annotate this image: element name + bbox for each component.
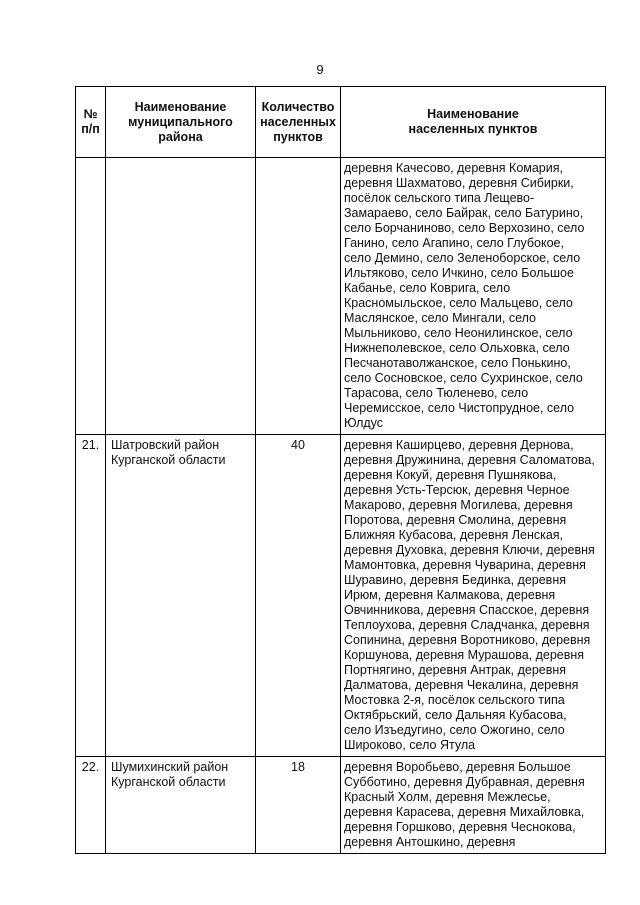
district-name bbox=[106, 435, 256, 757]
settlement-count: 40 bbox=[256, 435, 341, 757]
district-line: Шатровский район bbox=[111, 438, 220, 452]
table-row bbox=[76, 158, 606, 435]
settlement-line: Песчанотаволжанское, село Понькино, bbox=[344, 356, 571, 370]
settlement-line: Мамонтовка, деревня Чуварина, деревня bbox=[344, 558, 586, 572]
header-count-line: населенных bbox=[260, 114, 336, 129]
district-name bbox=[106, 158, 256, 435]
district-name bbox=[106, 757, 256, 854]
settlement-line: Поротова, деревня Смолина, деревня bbox=[344, 513, 567, 527]
settlement-line: Ганино, село Агапино, село Глубокое, bbox=[344, 236, 564, 250]
settlement-line: деревня Дружинина, деревня Саломатова, bbox=[344, 453, 595, 467]
settlement-list bbox=[341, 158, 606, 435]
settlement-line: Ильтяково, село Ичкино, село Большое bbox=[344, 266, 574, 280]
settlement-line: Октябрьский, село Дальняя Кубасова, bbox=[344, 708, 567, 722]
settlement-line: деревня Карасева, деревня Михайловка, bbox=[344, 805, 585, 819]
settlement-line: село Демино, село Зеленоборское, село bbox=[344, 251, 581, 265]
settlement-line: Широково, село Ятула bbox=[344, 738, 476, 752]
header-num-line: № bbox=[83, 107, 98, 121]
settlement-line: деревня Воробьево, деревня Большое bbox=[344, 760, 571, 774]
settlement-line: Мостовка 2-я, посёлок сельского типа bbox=[344, 693, 565, 707]
settlement-line: деревня Кокуй, деревня Пушнякова, bbox=[344, 468, 557, 482]
header-count bbox=[256, 87, 341, 158]
header-places-line: Наименование bbox=[427, 107, 519, 121]
settlement-line: Нижнеполевское, село Ольховка, село bbox=[344, 341, 570, 355]
settlement-line: Макарово, деревня Могилева, деревня bbox=[344, 498, 573, 512]
settlement-line: село Борчаниново, село Верхозино, село bbox=[344, 221, 585, 235]
settlement-line: Красномыльское, село Мальцево, село bbox=[344, 296, 573, 310]
settlement-line: Черемисское, село Чистопрудное, село bbox=[344, 401, 575, 415]
settlement-line: деревня Шахматово, деревня Сибирки, bbox=[344, 176, 574, 190]
row-number bbox=[76, 158, 106, 435]
settlement-line: Замараево, село Байрак, село Батурино, bbox=[344, 206, 584, 220]
settlement-line: Шуравино, деревня Бединка, деревня bbox=[344, 573, 566, 587]
settlement-line: Юлдус bbox=[344, 416, 384, 430]
header-places-line: населенных пунктов bbox=[408, 122, 538, 136]
district-line: Курганской области bbox=[111, 453, 226, 467]
settlement-line: Далматова, деревня Чекалина, деревня bbox=[344, 678, 579, 692]
settlement-line: Ближняя Кубасова, деревня Ленская, bbox=[344, 528, 564, 542]
settlement-line: село Сосновское, село Сухринское, село bbox=[344, 371, 583, 385]
header-num bbox=[76, 87, 106, 158]
header-num-line: п/п bbox=[81, 122, 100, 136]
header-places bbox=[341, 87, 606, 158]
settlement-list bbox=[341, 435, 606, 757]
settlement-line: Теплоухова, деревня Сладчанка, деревня bbox=[344, 618, 590, 632]
settlement-line: Кабанье, село Коврига, село bbox=[344, 281, 511, 295]
settlement-line: деревня Горшково, деревня Чеснокова, bbox=[344, 820, 576, 834]
settlement-line: Сопинина, деревня Воротниково, деревня bbox=[344, 633, 591, 647]
page-number: 9 bbox=[316, 62, 324, 77]
table-row bbox=[76, 757, 606, 854]
header-count-line: пунктов bbox=[273, 129, 323, 144]
settlement-line: деревня Антошкино, деревня bbox=[344, 835, 516, 849]
settlement-line: Субботино, деревня Дубравная, деревня bbox=[344, 775, 585, 789]
settlement-list bbox=[341, 757, 606, 854]
settlement-count: 18 bbox=[256, 757, 341, 854]
settlement-line: Красный Холм, деревня Межлесье, bbox=[344, 790, 551, 804]
settlement-line: деревня Каширцево, деревня Дернова, bbox=[344, 438, 574, 452]
header-district-line: района bbox=[158, 129, 203, 144]
settlement-line: Ирюм, деревня Калмакова, деревня bbox=[344, 588, 556, 602]
settlement-line: Овчинникова, деревня Спасское, деревня bbox=[344, 603, 590, 617]
district-line: Шумихинский район bbox=[111, 760, 229, 774]
settlements-table bbox=[75, 86, 606, 854]
settlement-line: Коршунова, деревня Мурашова, деревня bbox=[344, 648, 585, 662]
district-line: Курганской области bbox=[111, 775, 226, 789]
settlement-line: Маслянское, село Мингали, село bbox=[344, 311, 537, 325]
table-row bbox=[76, 435, 606, 757]
settlement-line: Портнягино, деревня Антрак, деревня bbox=[344, 663, 567, 677]
header-count-line: Количество bbox=[261, 99, 335, 114]
settlement-line: деревня Усть-Терсюк, деревня Черное bbox=[344, 483, 570, 497]
settlement-count bbox=[256, 158, 341, 435]
header-district bbox=[106, 87, 256, 158]
settlement-line: село Изъедугино, село Ожогино, село bbox=[344, 723, 565, 737]
table-header-row bbox=[76, 87, 606, 158]
header-district-line: муниципального bbox=[128, 114, 233, 129]
header-district-line: Наименование bbox=[134, 99, 227, 114]
row-number: 22. bbox=[76, 757, 106, 854]
settlement-line: деревня Качесово, деревня Комария, bbox=[344, 161, 563, 175]
row-number: 21. bbox=[76, 435, 106, 757]
settlement-line: Тарасова, село Тюленево, село bbox=[344, 386, 529, 400]
settlement-line: Мыльниково, село Неонилинское, село bbox=[344, 326, 573, 340]
settlement-line: деревня Духовка, деревня Ключи, деревня bbox=[344, 543, 595, 557]
settlement-line: посёлок сельского типа Лещево- bbox=[344, 191, 535, 205]
